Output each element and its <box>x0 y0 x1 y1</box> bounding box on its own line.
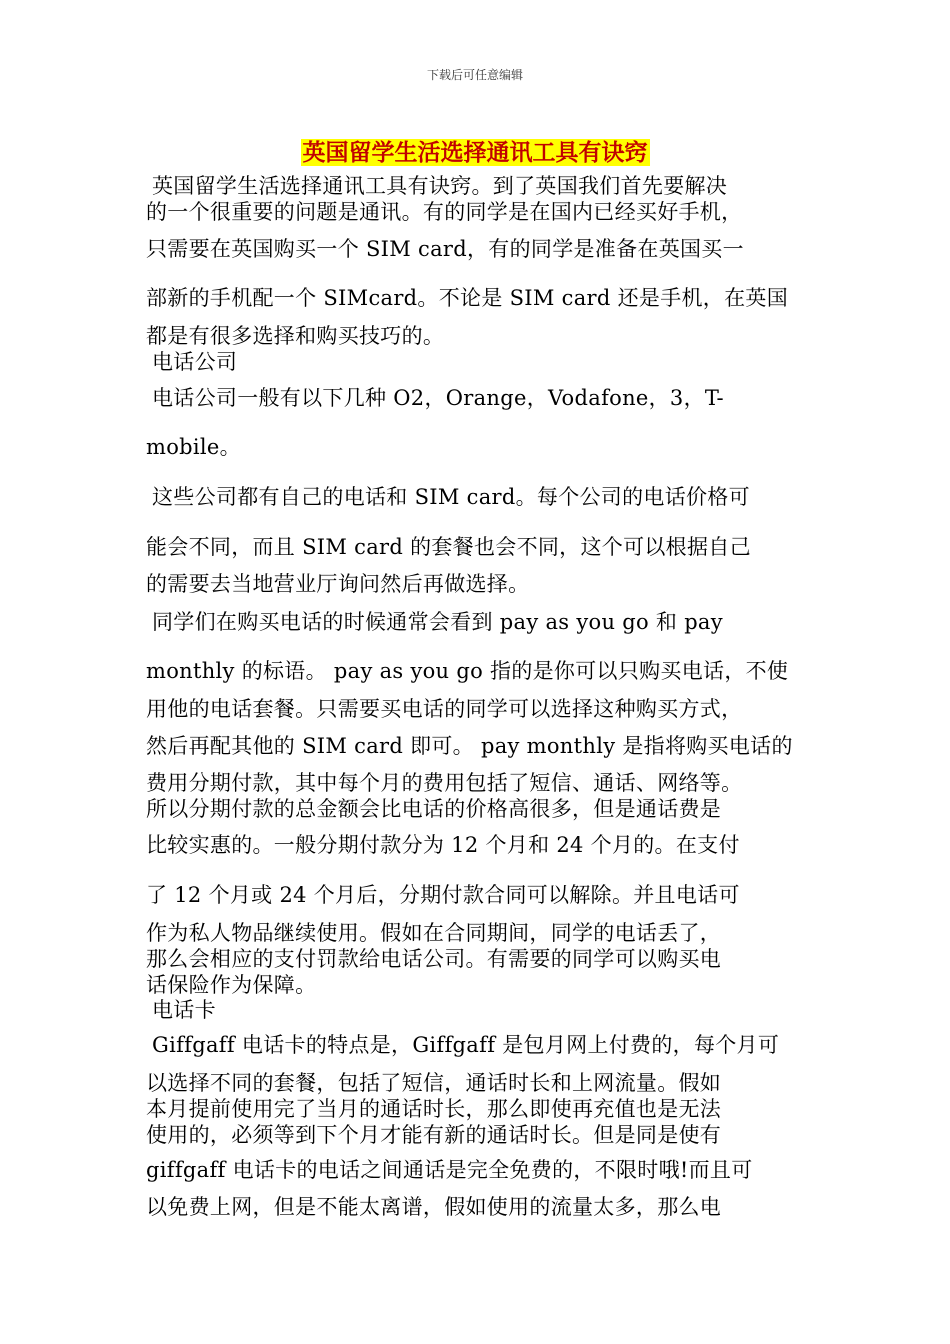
paragraph-line: 用他的电话套餐。只需要买电话的同学可以选择这种购买方式， <box>146 697 743 721</box>
paragraph-line: 的需要去当地营业厅询问然后再做选择。 <box>146 572 530 596</box>
paragraph-line: 同学们在购买电话的时候通常会看到 pay as you go 和 pay <box>152 610 723 634</box>
paragraph-line: mobile。 <box>146 435 241 459</box>
paragraph-line: 电话公司一般有以下几种 O2，Orange，Vodafone，3，T- <box>152 386 724 410</box>
section-heading: 电话卡 <box>152 998 216 1022</box>
paragraph-line: 那么会相应的支付罚款给电话公司。有需要的同学可以购买电 <box>146 947 722 971</box>
header-note: 下载后可任意编辑 <box>426 68 523 82</box>
paragraph-line: Giffgaff 电话卡的特点是，Giffgaff 是包月网上付费的，每个月可 <box>152 1033 780 1057</box>
section-heading: 电话公司 <box>152 350 238 374</box>
document-title-text: 英国留学生活选择通讯工具有诀窍 <box>302 139 648 166</box>
paragraph-line: 了 12 个月或 24 个月后，分期付款合同可以解除。并且电话可 <box>146 883 740 907</box>
paragraph-line: giffgaff 电话卡的电话之间通话是完全免费的，不限时哦!而且可 <box>146 1158 753 1182</box>
paragraph-line: 所以分期付款的总金额会比电话的价格高很多，但是通话费是 <box>146 797 722 821</box>
paragraph-line: 只需要在英国购买一个 SIM card，有的同学是准备在英国买一 <box>146 237 744 261</box>
paragraph-line: 比较实惠的。一般分期付款分为 12 个月和 24 个月的。在支付 <box>146 833 740 857</box>
paragraph-line: 话保险作为保障。 <box>146 973 317 997</box>
paragraph-line: 本月提前使用完了当月的通话时长，那么即使再充值也是无法 <box>146 1097 722 1121</box>
paragraph-line: 以选择不同的套餐，包括了短信，通话时长和上网流量。假如 <box>146 1071 722 1095</box>
paragraph-line: 然后再配其他的 SIM card 即可。 pay monthly 是指将购买电话的 <box>146 734 793 758</box>
document-title <box>0 134 950 167</box>
paragraph-line: 使用的，必须等到下个月才能有新的通话时长。但是同是使有 <box>146 1123 722 1147</box>
paragraph-line: 作为私人物品继续使用。假如在合同期间，同学的电话丢了， <box>146 921 722 945</box>
paragraph-line: 费用分期付款，其中每个月的费用包括了短信、通话、网络等。 <box>146 771 743 795</box>
paragraph-line: 这些公司都有自己的电话和 SIM card。每个公司的电话价格可 <box>152 485 750 509</box>
paragraph-line: 以免费上网，但是不能太离谱，假如使用的流量太多，那么电 <box>146 1195 722 1219</box>
paragraph-line: 英国留学生活选择通讯工具有诀窍。到了英国我们首先要解决 <box>152 174 728 198</box>
paragraph-line: 的一个很重要的问题是通讯。有的同学是在国内已经买好手机， <box>146 200 743 224</box>
paragraph-line: 都是有很多选择和购买技巧的。 <box>146 324 445 348</box>
paragraph-line: 部新的手机配一个 SIMcard。不论是 SIM card 还是手机，在英国 <box>146 286 788 310</box>
paragraph-line: monthly 的标语。 pay as you go 指的是你可以只购买电话，不使 <box>146 659 789 683</box>
paragraph-line: 能会不同，而且 SIM card 的套餐也会不同，这个可以根据自己 <box>146 535 751 559</box>
